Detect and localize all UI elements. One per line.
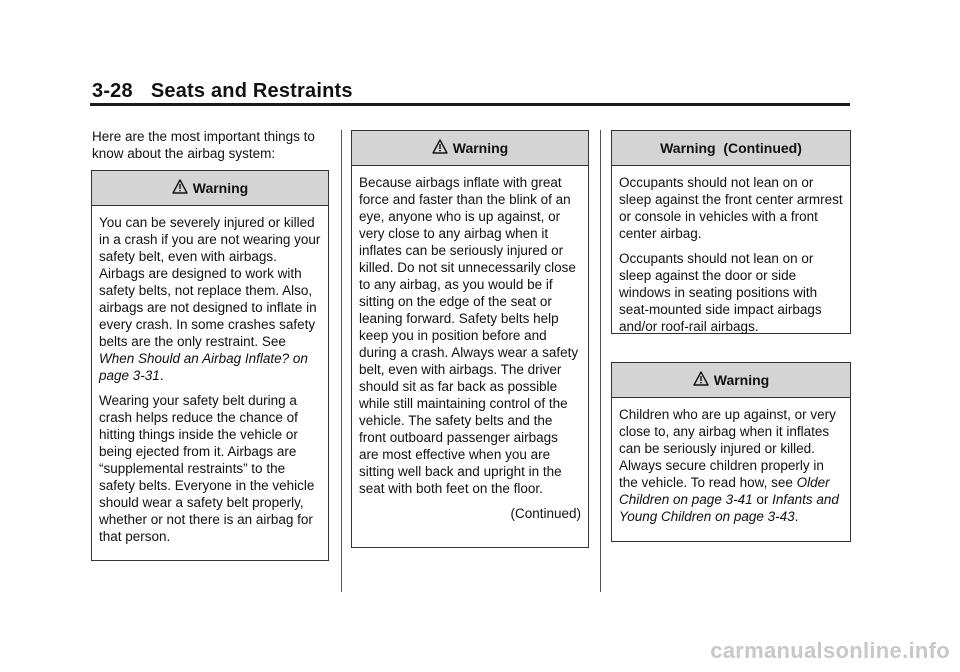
- xref-older-children[interactable]: Older Children on page 3-41: [619, 475, 830, 507]
- header-rule: [90, 103, 850, 106]
- warning-box-3-para-1: [619, 406, 843, 525]
- warning-box-1-text: You can be severely injured or killed in a crash if you are not wearing your safety belt, even with airbags. Airbags are designed to work with safety belts, not replace them. Also, airbags are not designed to inflate in every crash. In some crashes safety belts are the only restraint. See: [99, 215, 321, 349]
- warning-box-3-text: Children who are up against, or very close to, any airbag when it inflates can be seriously injured or killed. Always secure children properly in the vehicle. To read how, see: [619, 407, 836, 490]
- warning-box-3-period: .: [794, 509, 799, 524]
- warning-box-2-title: Warning: [452, 140, 509, 156]
- warning-triangle-icon: [693, 371, 709, 386]
- warning-box-2-body: [352, 166, 588, 528]
- warning-box-1-period: .: [159, 368, 164, 383]
- warning-continued-para-2: Occupants should not lean on or sleep against the door or side windows in seating positions with seat-mounted side impact airbags and/or roof-rail airbags.: [619, 251, 822, 334]
- warning-box-2: [351, 130, 589, 548]
- watermark: carmanualsonline.info: [710, 638, 950, 663]
- warning-box-1-title: Warning: [192, 180, 249, 196]
- xref-when-should-airbag-inflate[interactable]: When Should an Airbag Inflate? on page 3-31: [99, 351, 308, 383]
- continued-label: (Continued): [510, 506, 581, 521]
- section-title: Seats and Restraints: [150, 80, 353, 102]
- warning-continued-box: [611, 130, 851, 334]
- page-number: 3-28: [92, 80, 133, 102]
- warning-box-3-body: [612, 398, 850, 531]
- warning-box-2-para-1: Because airbags inflate with great force and faster than the blink of an eye, anyone who is up against, or very close to any airbag when it inflates can be seriously injured or killed. Do not sit unnecessarily close to any airbag, as you would be if sitting on the edge of the seat or leaning forward. Safety belts help keep you in position before and during a crash. Always wear a safety belt, even with airbags. The driver should sit as far back as possible while still maintaining control of the vehicle. The safety belts and the front outboard passenger airbags are most effective when you are sitting well back and upright in the seat with both feet on the floor.: [359, 175, 579, 496]
- warning-box-1-para-1: [99, 214, 321, 384]
- warning-box-3-or: or: [752, 492, 773, 507]
- warning-continued-title: Warning (Continued): [660, 140, 802, 156]
- warning-continued-body: [612, 166, 850, 341]
- warning-box-1-para-2: Wearing your safety belt during a crash helps reduce the chance of hitting things inside the vehicle or being ejected from it. Airbags are “supplemental restraints” to the safety belts. Everyone in the vehicle should wear a safety belt properly, whether or not there is an airbag for that person.: [99, 393, 315, 544]
- warning-box-1: [91, 170, 329, 561]
- warning-box-2-heading: [352, 131, 588, 166]
- warning-box-3: [611, 362, 851, 542]
- warning-triangle-icon: [172, 179, 188, 194]
- warning-triangle-icon: [432, 139, 448, 154]
- warning-box-3-title: Warning: [713, 372, 770, 388]
- warning-continued-heading: [612, 131, 850, 166]
- page-header: [92, 80, 353, 103]
- column-divider-2: [600, 130, 601, 592]
- warning-box-3-heading: [612, 363, 850, 398]
- column-divider-1: [341, 130, 342, 592]
- intro-paragraph: Here are the most important things to know about the airbag system:: [92, 129, 315, 161]
- warning-box-1-heading: [92, 171, 328, 206]
- warning-box-1-body: [92, 206, 328, 551]
- xref-infants-young-children[interactable]: Infants and Young Children on page 3-43: [619, 492, 839, 524]
- warning-continued-para-1: Occupants should not lean on or sleep against the front center armrest or console in vehicles with a front center airbag.: [619, 175, 843, 241]
